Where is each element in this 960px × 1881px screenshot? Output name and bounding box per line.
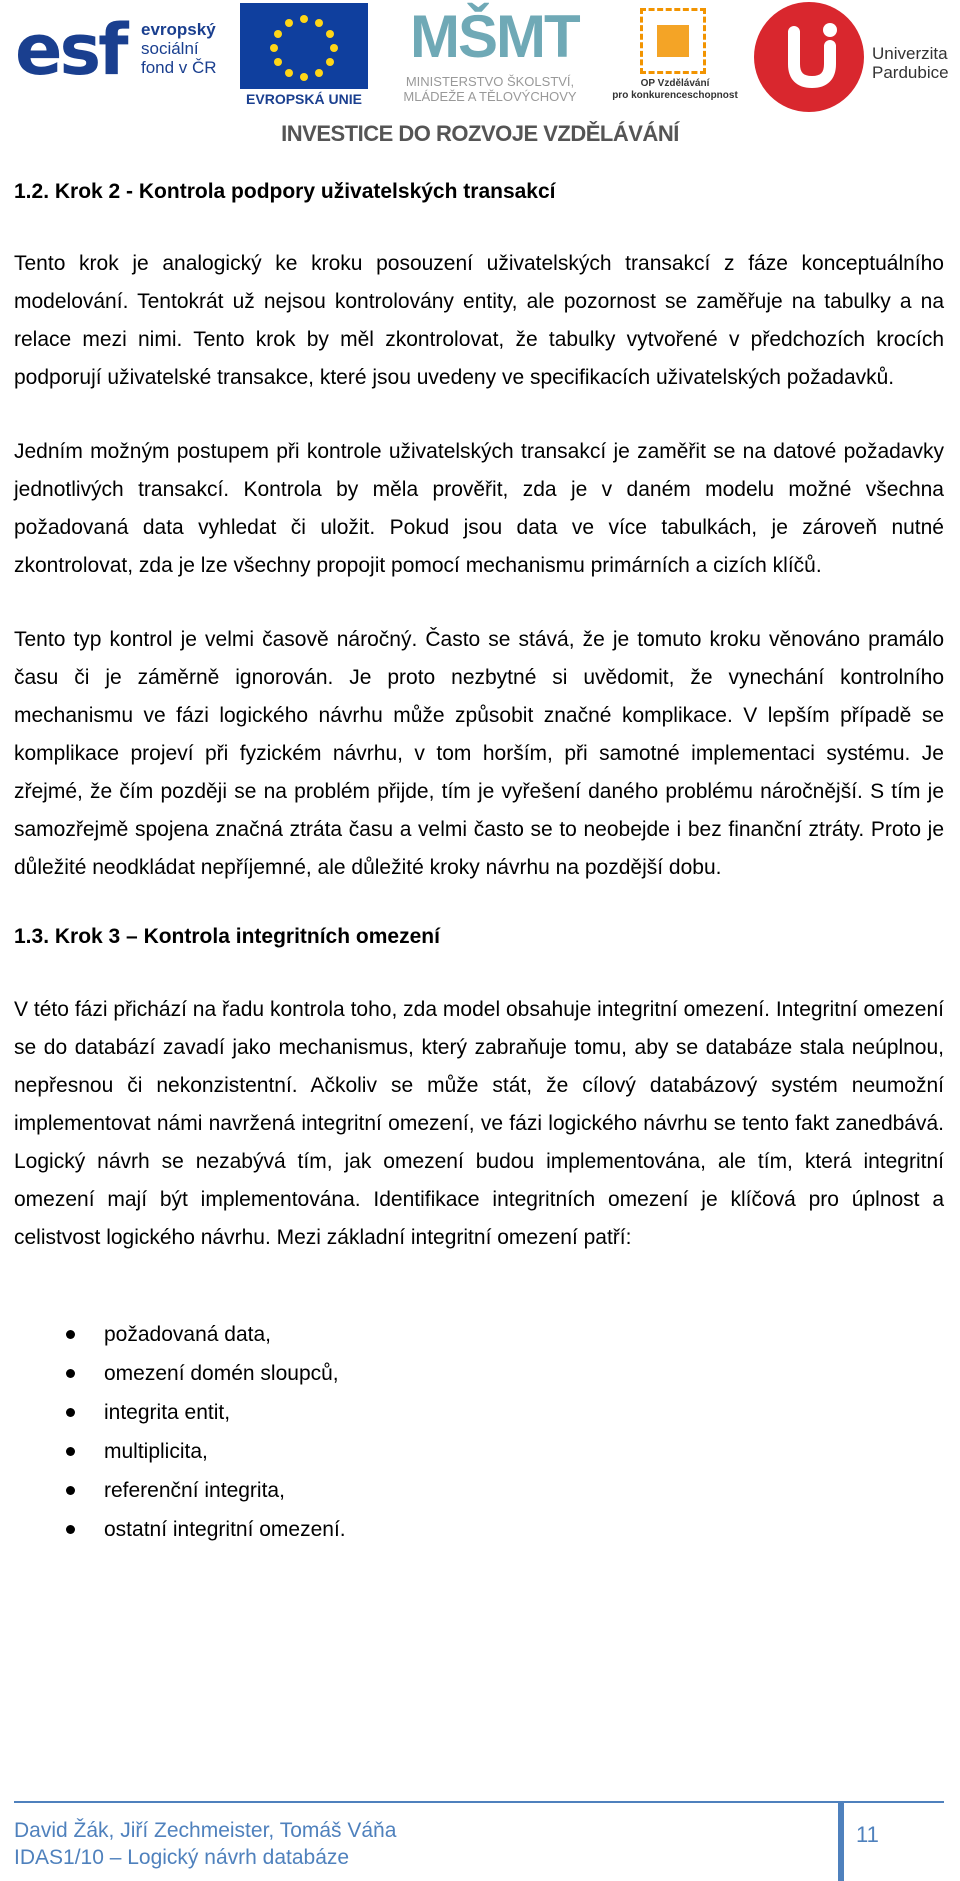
op-vzdelavani-logo [605, 8, 745, 108]
logo-header [0, 0, 960, 150]
esf-logo [15, 6, 230, 98]
bullet-icon [66, 1447, 75, 1456]
section-heading-1-2: 1.2. Krok 2 - Kontrola podpory uživatelských transakcí [14, 180, 556, 203]
integrity-constraints-list [14, 1315, 944, 1549]
investice-banner: INVESTICE DO ROZVOJE VZDĚLÁVÁNÍ [281, 121, 679, 146]
upce-logo-text: Univerzita Pardubice [872, 44, 949, 82]
bullet-icon [66, 1408, 75, 1417]
paragraph: Tento typ kontrol je velmi časově náročný. Často se stává, že je tomuto kroku věnováno pramálo času či je záměrně ignorován. Je proto nezbytné si uvědomit, že vynechání kontrolního mechanismu ve fázi logického návrhu může způsobit značné komplikace. V lepším případě se komplikace projeví při fyzickém návrhu, v tom horším, při samotné implementaci systému. Je zřejmé, že čím později se na problém přijde, tím je vyřešení daného problému náročnější. S tím je samozřejmě spojena značná ztráta času a velmi často se to neobejde i bez finanční ztráty. Proto je důležité neodkládat nepříjemné, ale důležité kroky návrhu na pozdější dobu. [14, 628, 944, 879]
msmt-logo [380, 2, 600, 112]
univerzita-pardubice-logo [750, 0, 960, 120]
paragraph: Tento krok je analogický ke kroku posouzení uživatelských transakcí z fáze konceptuálního modelování. Tentokrát už nejsou kontrolovány entity, ale pozornost se zaměřuje na tabulky a na relace mezi nimi. Tento krok by měl zkontrolovat, že tabulky vytvořené v předchozích krocích podporují uživatelské transakce, které jsou uvedeny ve specifikacích uživatelských požadavků. [14, 252, 944, 389]
list-item: integrita entit, [14, 1393, 944, 1432]
msmt-logo-mark: MŠMT [410, 3, 579, 70]
eu-flag-icon [240, 3, 368, 89]
esf-logo-text: evropský sociální fond v ČR [141, 20, 217, 77]
op-logo-icon [640, 8, 706, 74]
document-body [14, 180, 944, 1549]
list-item: referenční integrita, [14, 1471, 944, 1510]
section-heading-1-3: 1.3. Krok 3 – Kontrola integritních omezení [14, 925, 440, 948]
footer-page-divider [838, 1803, 844, 1881]
list-item: multiplicita, [14, 1432, 944, 1471]
page-number: 11 [856, 1822, 879, 1847]
bullet-icon [66, 1525, 75, 1534]
footer-divider [14, 1801, 944, 1803]
bullet-icon [66, 1330, 75, 1339]
bullet-icon [66, 1369, 75, 1378]
op-logo-text: OP Vzdělávání pro konkurenceschopnost [612, 78, 738, 101]
paragraph: Jedním možným postupem při kontrole uživatelských transakcí je zaměřit se na datové požadavky jednotlivých transakcí. Kontrola by měla prověřit, zda je v daném modelu možné všechna požadovaná data vyhledat či uložit. Pokud jsou data ve více tabulkách, je zároveň nutné zkontrolovat, zda je lze všechny propojit pomocí mechanismu primárních a cizích klíčů. [14, 440, 944, 577]
eu-logo [240, 3, 368, 111]
msmt-logo-text: MINISTERSTVO ŠKOLSTVÍ, MLÁDEŽE A TĚLOVÝCHOVY [403, 74, 577, 104]
bullet-icon [66, 1486, 75, 1495]
eu-label: EVROPSKÁ UNIE [246, 91, 362, 107]
list-item: požadovaná data, [14, 1315, 944, 1354]
footer-info [14, 1817, 396, 1871]
footer-course: IDAS1/10 – Logický návrh databáze [14, 1846, 350, 1869]
list-item: omezení domén sloupců, [14, 1354, 944, 1393]
esf-logo-mark: esf [15, 9, 126, 91]
paragraph: V této fázi přichází na řadu kontrola toho, zda model obsahuje integritní omezení. Integritní omezení se do databází zavadí jako mechanismus, který zabraňuje tomu, aby se databáze stala neúplnou, nepřesnou či nekonzistentní. Ačkoliv se může stát, že cílový databázový systém neumožní implementovat námi navržená integritní omezení, ve fázi logického návrhu se tento fakt zanedbává. Logický návrh se nezabývá tím, jak omezení budou implementována, ale tím, která integritní omezení mají být implementována. Identifikace integritních omezení je klíčová pro úplnost a celistvost logického návrhu. Mezi základní integritní omezení patří: [14, 998, 944, 1249]
list-item: ostatní integritní omezení. [14, 1510, 944, 1549]
footer-authors: David Žák, Jiří Zechmeister, Tomáš Váňa [14, 1819, 397, 1842]
upce-logo-icon [754, 2, 864, 112]
